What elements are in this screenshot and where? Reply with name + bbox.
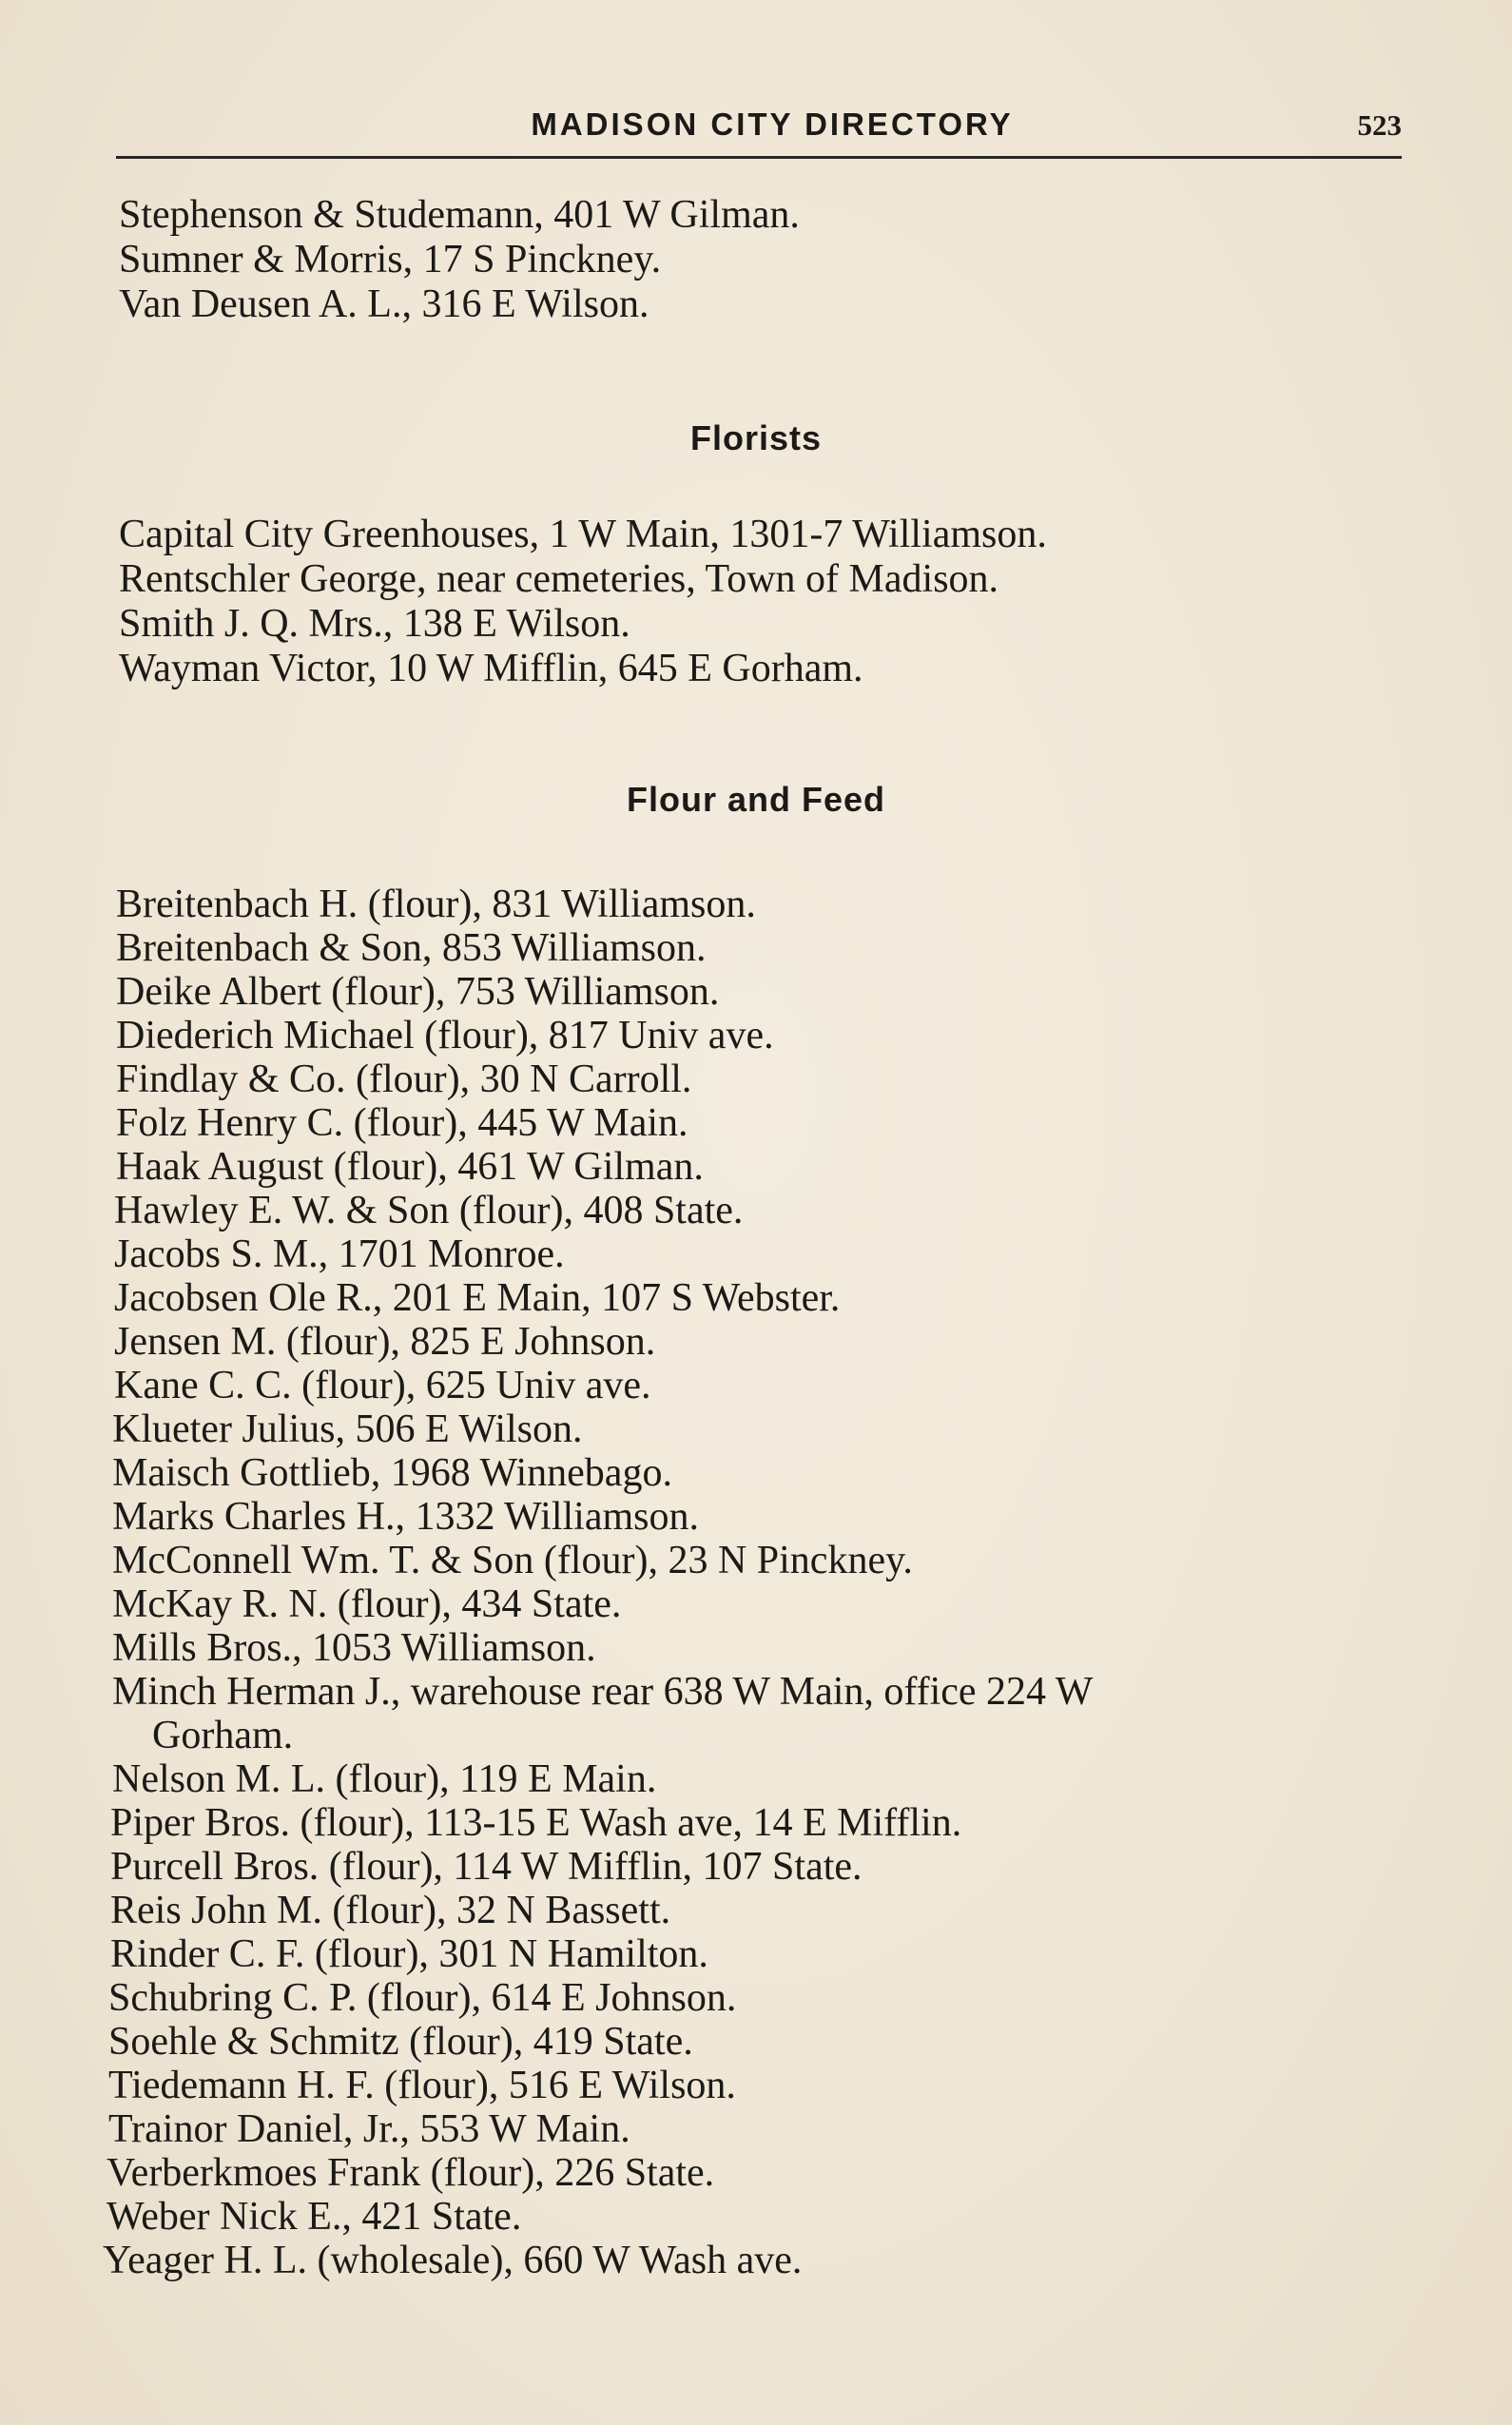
section-heading-flour-and-feed: Flour and Feed — [626, 780, 885, 819]
page-title: MADISON CITY DIRECTORY — [531, 107, 1014, 142]
header-rule — [116, 156, 1402, 159]
list-item: Wayman Victor, 10 W Mifflin, 645 E Gorham. — [119, 647, 863, 690]
list-item: Weber Nick E., 421 State. — [107, 2195, 522, 2239]
list-item: Mills Bros., 1053 Williamson. — [112, 1626, 596, 1670]
list-item: Tiedemann H. F. (flour), 516 E Wilson. — [108, 2064, 736, 2107]
list-item: McConnell Wm. T. & Son (flour), 23 N Pinckney. — [112, 1539, 913, 1582]
running-head — [116, 103, 1402, 145]
list-item: Folz Henry C. (flour), 445 W Main. — [116, 1101, 688, 1145]
list-item: Maisch Gottlieb, 1968 Winnebago. — [112, 1451, 672, 1495]
list-item: Diederich Michael (flour), 817 Univ ave. — [116, 1014, 774, 1057]
list-item: Sumner & Morris, 17 S Pinckney. — [119, 238, 662, 281]
list-item: Marks Charles H., 1332 Williamson. — [112, 1495, 699, 1539]
list-item: Piper Bros. (flour), 113-15 E Wash ave, 14 E Mifflin. — [110, 1801, 962, 1845]
list-item: Capital City Greenhouses, 1 W Main, 1301-7 Williamson. — [119, 513, 1047, 556]
list-item: Smith J. Q. Mrs., 138 E Wilson. — [119, 602, 630, 646]
section-heading-florists: Florists — [689, 418, 823, 457]
list-item: Klueter Julius, 506 E Wilson. — [112, 1407, 583, 1451]
list-item: Breitenbach H. (flour), 831 Williamson. — [116, 883, 756, 926]
list-item: Rinder C. F. (flour), 301 N Hamilton. — [110, 1932, 708, 1976]
list-item: Findlay & Co. (flour), 30 N Carroll. — [116, 1057, 692, 1101]
list-item: Soehle & Schmitz (flour), 419 State. — [108, 2020, 693, 2064]
list-item: Breitenbach & Son, 853 Williamson. — [116, 926, 707, 970]
list-item: Jacobs S. M., 1701 Monroe. — [114, 1232, 565, 1276]
list-item: Jensen M. (flour), 825 E Johnson. — [114, 1320, 656, 1364]
list-item: Rentschler George, near cemeteries, Town of Madison. — [119, 557, 999, 601]
list-item: Purcell Bros. (flour), 114 W Mifflin, 107 State. — [110, 1845, 863, 1889]
list-item: Schubring C. P. (flour), 614 E Johnson. — [108, 1976, 737, 2020]
list-item: Haak August (flour), 461 W Gilman. — [116, 1145, 704, 1189]
list-item: Yeager H. L. (wholesale), 660 W Wash ave. — [103, 2239, 803, 2282]
list-item: Stephenson & Studemann, 401 W Gilman. — [119, 193, 800, 237]
list-item: Trainor Daniel, Jr., 553 W Main. — [108, 2107, 630, 2151]
list-item: Jacobsen Ole R., 201 E Main, 107 S Webster. — [114, 1276, 841, 1320]
page-number: 523 — [1357, 108, 1402, 142]
list-item: Van Deusen A. L., 316 E Wilson. — [119, 282, 649, 326]
list-item: Verberkmoes Frank (flour), 226 State. — [107, 2151, 715, 2195]
list-item: Hawley E. W. & Son (flour), 408 State. — [114, 1189, 744, 1232]
list-item: Reis John M. (flour), 32 N Bassett. — [110, 1889, 671, 1932]
list-item: McKay R. N. (flour), 434 State. — [112, 1582, 622, 1626]
list-item: Kane C. C. (flour), 625 Univ ave. — [114, 1364, 651, 1407]
list-item: Minch Herman J., warehouse rear 638 W Main, office 224 W — [112, 1670, 1094, 1714]
list-item-continuation: Gorham. — [152, 1714, 294, 1757]
list-item: Nelson M. L. (flour), 119 E Main. — [112, 1757, 657, 1801]
list-item: Deike Albert (flour), 753 Williamson. — [116, 970, 720, 1014]
